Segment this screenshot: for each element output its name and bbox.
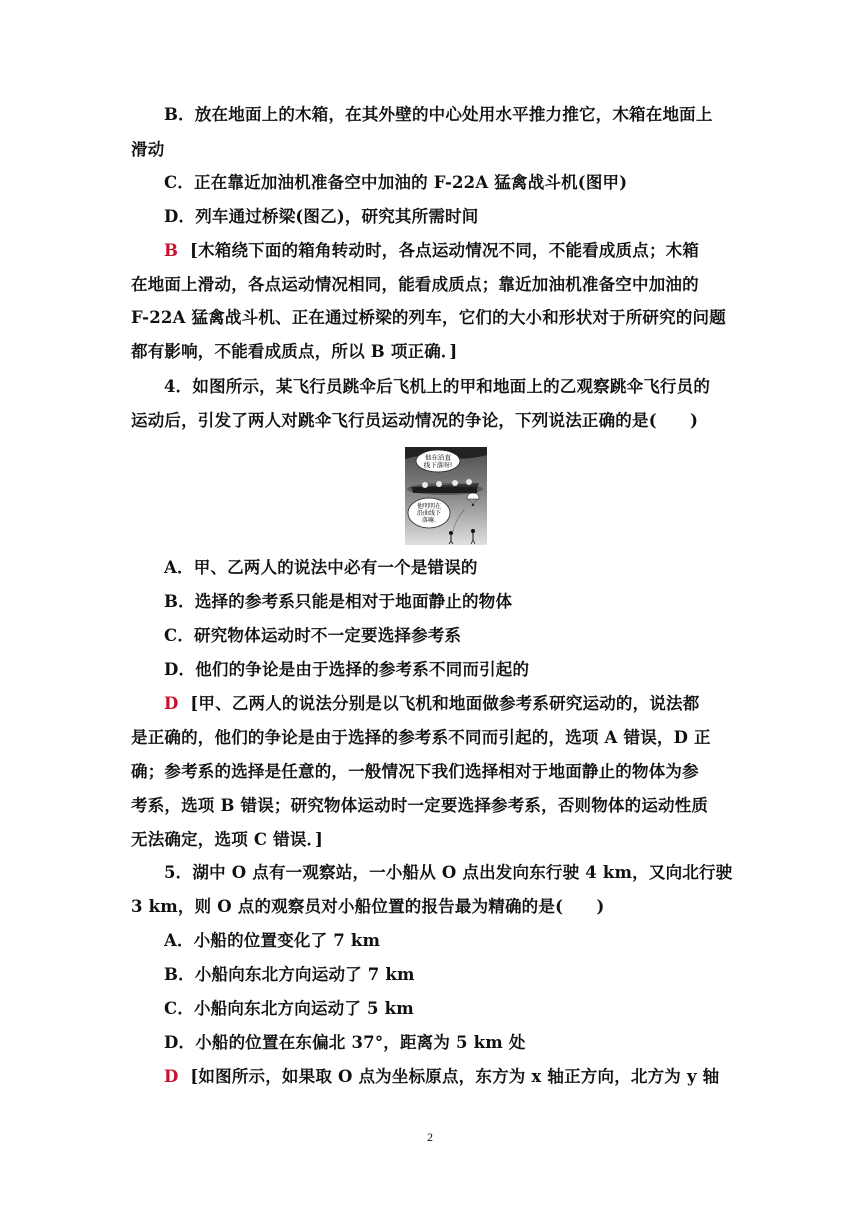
q3-option-c: C．正在靠近加油机准备空中加油的 F-22A 猛禽战斗机(图甲)	[164, 173, 628, 192]
figure-bubble-top-line2: 线下落呀!	[423, 461, 453, 469]
figure-bubble-bottom-line1: 他明明在	[416, 503, 442, 510]
q4-explanation-text: [甲、乙两人的说法分别是以飞机和地面做参考系研究运动的，说法都	[190, 694, 700, 713]
q3-explanation-line3: F-22A 猛禽战斗机、正在通过桥梁的列车，它们的大小和形状对于所研究的问题	[131, 308, 726, 327]
page-number: 2	[427, 1130, 433, 1144]
q5-explanation-text: [如图所示，如果取 O 点为坐标原点，东方为 x 轴正方向，北方为 y 轴	[190, 1067, 720, 1086]
q3-option-d: D．列车通过桥梁(图乙)，研究其所需时间	[164, 207, 479, 226]
q4-answer-letter: D	[164, 694, 179, 713]
q4-explanation-line1	[164, 693, 764, 715]
q5-stem-line2: 3 km，则 O 点的观察员对小船位置的报告最为精确的是( )	[131, 897, 605, 916]
q4-explanation-line2: 是正确的，他们的争论是由于选择的参考系不同而引起的，选项 A 错误，D 正	[131, 728, 711, 747]
q3-answer-letter: B	[164, 241, 179, 260]
q5-explanation-line1	[164, 1066, 764, 1088]
q4-stem-line2: 运动后，引发了两人对跳伞飞行员运动情况的争论，下列说法正确的是( )	[131, 411, 699, 430]
q5-option-d: D．小船的位置在东偏北 37°，距离为 5 km 处	[164, 1033, 526, 1052]
q4-option-a: A．甲、乙两人的说法中必有一个是错误的	[164, 558, 478, 577]
q5-option-a: A．小船的位置变化了 7 km	[164, 931, 381, 950]
q4-explanation-line5: 无法确定，选项 C 错误．]	[131, 830, 323, 849]
q4-explanation-line3: 确；参考系的选择是任意的，一般情况下我们选择相对于地面静止的物体为参	[131, 762, 699, 781]
figure-bubble-bottom-line2: 沿曲线下	[416, 510, 442, 517]
q3-explanation-line1	[164, 240, 764, 262]
q3-explanation-line4: 都有影响，不能看成质点，所以 B 项正确．]	[131, 342, 458, 361]
q3-explanation-line2: 在地面上滑动，各点运动情况相同，能看成质点；靠近加油机准备空中加油的	[131, 275, 699, 294]
q4-stem-line1: 4．如图所示，某飞行员跳伞后飞机上的甲和地面上的乙观察跳伞飞行员的	[164, 377, 711, 396]
q5-option-b: B．小船向东北方向运动了 7 km	[164, 965, 415, 984]
q3-option-b-line2: 滑动	[131, 140, 165, 159]
q5-answer-letter: D	[164, 1067, 179, 1086]
q5-option-c: C．小船向东北方向运动了 5 km	[164, 999, 414, 1018]
q4-explanation-line4: 考系，选项 B 错误；研究物体运动时一定要选择参考系，否则物体的运动性质	[131, 796, 709, 815]
parachute-figure	[405, 447, 487, 545]
q4-option-c: C．研究物体运动时不一定要选择参考系	[164, 626, 462, 645]
figure-bubble-bottom-line3: 落嘛.	[422, 517, 436, 524]
q4-option-d: D．他们的争论是由于选择的参考系不同而引起的	[164, 660, 530, 679]
q4-option-b: B．选择的参考系只能是相对于地面静止的物体	[164, 592, 513, 611]
q3-option-b-line1: B．放在地面上的木箱，在其外壁的中心处用水平推力推它，木箱在地面上	[164, 105, 713, 124]
q5-stem-line1: 5．湖中 O 点有一观察站，一小船从 O 点出发向东行驶 4 km，又向北行驶	[164, 863, 733, 882]
q3-explanation-text: [木箱绕下面的箱角转动时，各点运动情况不同，不能看成质点；木箱	[190, 241, 700, 260]
figure-bubble-top-line1: 他在沿直	[425, 453, 451, 462]
